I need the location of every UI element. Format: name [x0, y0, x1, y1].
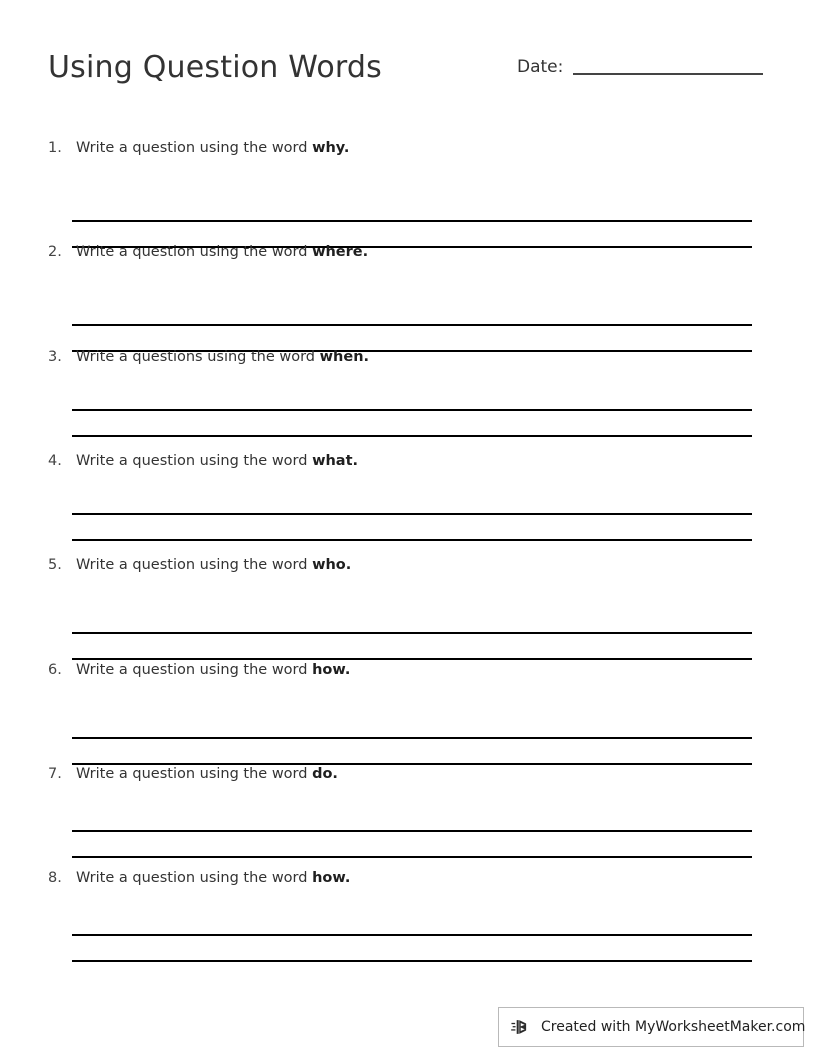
question-prompt: [76, 345, 369, 369]
question-item: [0, 345, 816, 369]
question-number: 4.: [48, 453, 62, 469]
question-text-row: [0, 449, 816, 473]
created-with-badge[interactable]: [498, 1007, 804, 1047]
question-prompt-prefix: Write a question using the word: [76, 140, 313, 156]
question-text-row: [0, 553, 816, 577]
question-prompt-prefix: Write a question using the word: [76, 766, 313, 782]
question-prompt-prefix: Write a question using the word: [76, 557, 313, 573]
question-item: [0, 866, 816, 890]
question-prompt-prefix: Write a questions using the word: [76, 349, 320, 365]
question-item: [0, 136, 816, 160]
question-item: [0, 449, 816, 473]
date-input-line[interactable]: [573, 73, 763, 75]
question-item: [0, 658, 816, 682]
worksheet-header: [0, 0, 816, 120]
question-number: 7.: [48, 766, 62, 782]
question-text-row: [0, 658, 816, 682]
question-text-row: [0, 866, 816, 890]
answer-line[interactable]: [72, 830, 752, 832]
question-item: [0, 553, 816, 577]
question-prompt-prefix: Write a question using the word: [76, 244, 313, 260]
answer-line[interactable]: [72, 513, 752, 515]
question-prompt: [76, 658, 350, 682]
question-number: 2.: [48, 244, 62, 260]
question-number: 3.: [48, 349, 62, 365]
answer-line[interactable]: [72, 632, 752, 634]
page-title: Using Question Words: [48, 50, 382, 85]
answer-line[interactable]: [72, 539, 752, 541]
created-with-label: Created with MyWorksheetMaker.com: [541, 1019, 806, 1035]
question-text-row: [0, 762, 816, 786]
answer-line[interactable]: [72, 409, 752, 411]
answer-line[interactable]: [72, 324, 752, 326]
date-field-group: [517, 52, 763, 78]
question-target-word: how.: [312, 662, 351, 678]
question-item: [0, 762, 816, 786]
question-target-word: who.: [312, 557, 352, 573]
answer-line[interactable]: [72, 856, 752, 858]
question-prompt-prefix: Write a question using the word: [76, 662, 313, 678]
question-target-word: do.: [312, 766, 338, 782]
myworksheetmaker-logo-icon: [511, 1016, 533, 1038]
question-target-word: how.: [312, 870, 351, 886]
question-prompt: [76, 449, 358, 473]
answer-line[interactable]: [72, 737, 752, 739]
question-prompt-prefix: Write a question using the word: [76, 453, 313, 469]
question-number: 8.: [48, 870, 62, 886]
answer-line[interactable]: [72, 220, 752, 222]
question-prompt: [76, 553, 351, 577]
question-item: [0, 240, 816, 264]
question-text-row: [0, 240, 816, 264]
question-target-word: where.: [312, 244, 369, 260]
question-target-word: when.: [319, 349, 370, 365]
question-prompt-prefix: Write a question using the word: [76, 870, 313, 886]
question-text-row: [0, 136, 816, 160]
question-prompt: [76, 240, 368, 264]
question-number: 6.: [48, 662, 62, 678]
question-target-word: what.: [312, 453, 359, 469]
answer-line[interactable]: [72, 435, 752, 437]
question-prompt: [76, 762, 338, 786]
question-prompt: [76, 866, 350, 890]
question-number: 1.: [48, 140, 62, 156]
question-prompt: [76, 136, 349, 160]
question-target-word: why.: [312, 140, 350, 156]
question-text-row: [0, 345, 816, 369]
question-number: 5.: [48, 557, 62, 573]
answer-line[interactable]: [72, 960, 752, 962]
date-label: Date:: [517, 57, 564, 77]
answer-line[interactable]: [72, 934, 752, 936]
